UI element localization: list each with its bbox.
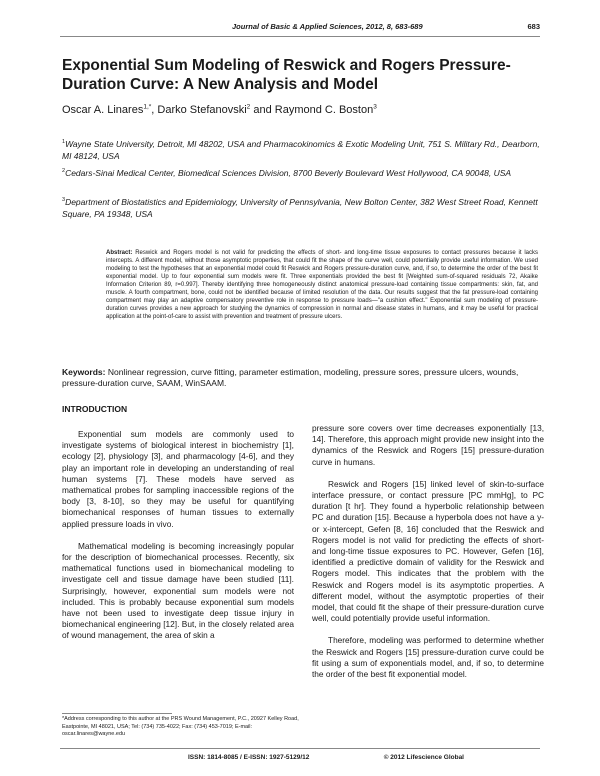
paper-title: Exponential Sum Modeling of Reswick and Rogers Pressure-Duration Curve: A New Analysis and Model [62, 57, 511, 93]
copyright-footer: © 2012 Lifescience Global [383, 754, 464, 761]
author-affiliation-mark: 1,* [143, 103, 152, 111]
affiliation-text: Cedars-Sinai Medical Center, Biomedical Sciences Division, 8700 Beverly Boulevard West Hollywood, CA 90048, USA [65, 168, 512, 178]
author-separator: and [250, 104, 275, 116]
author-list [62, 104, 542, 116]
journal-citation: Journal of Basic & Applied Sciences, 2012, 8, 683-689 [232, 22, 423, 31]
keywords [62, 367, 540, 389]
author-name: Oscar A. Linares [62, 104, 144, 116]
issn-footer: ISSN: 1814-8085 / E-ISSN: 1927-5129/12 [188, 754, 310, 761]
section-heading-introduction: INTRODUCTION [62, 404, 128, 414]
header-rule [60, 36, 540, 37]
abstract-label: Abstract: [106, 250, 133, 256]
author-name: Raymond C. Boston [274, 104, 374, 116]
body-paragraph: Reswick and Rogers [15] linked level of skin-to-surface interface pressure, or contact pressure [PC mmHg], to PC duration [t hr]. They found a hyperbolic relationship between PC and duration [15]. Because a hyperbola does not have a y- or x-intercept, Gefen [8, 16] concluded that the Reswick and Rogers model is not valid for predicting the effects of short- and long-time tissue exposures to PC. However, Gefen [16], identified a predictive domain of validity for the Reswick and Rogers model. This indicates that the problem with the Reswick and Rogers model is its asymptotic properties. A different model, without the asymptotic properties of their model, that could fit the shape of their pressure-duration curve well, could potentially provide useful information. [312, 478, 544, 624]
body-paragraph: Therefore, modeling was performed to determine whether the Reswick and Rogers [15] pressure-duration curve could be fit using a sum of exponentials model, and, if so, to determine the order of the best fit exponential model. [312, 635, 544, 680]
affiliation-text: Wayne State University, Detroit, MI 48202, USA and Pharmacokinomics & Exotic Modeling Unit, 751 S. Military Rd., Dearborn, MI 48124, USA [62, 139, 540, 161]
correspondence-footnote: *Address corresponding to this author at the PRS Wound Management, P.C., 20927 Kelley Road, Eastpointe, MI 48021, USA; Tel: (734) 735-4022; Fax: (734) 453-7019; E-mail: oscar.linares@wayne.edu [62, 716, 299, 737]
body-paragraph: pressure sore covers over time decreases exponentially [13, 14]. Therefore, this approach might provide new insight into the dynamics of the Reswick and Rogers [15] pressure-duration curve in humans. [312, 423, 544, 467]
footer-rule [60, 748, 540, 749]
page-number: 683 [527, 22, 540, 31]
keywords-label: Keywords: [62, 367, 106, 377]
author-affiliation-mark: 3 [373, 103, 377, 111]
affiliation [62, 139, 542, 162]
keywords-text: Nonlinear regression, curve fitting, parameter estimation, modeling, pressure sores, pressure ulcers, wounds, pressure-duration curve, SAAM, WinSAAM. [62, 367, 519, 388]
affiliation [62, 168, 542, 180]
affiliation-text: Department of Biostatistics and Epidemiology, University of Pennsylvania, New Bolton Center, 382 West Street Road, Kennett Square, PA 19348, USA [62, 197, 538, 219]
author-name: Darko Stefanovski [157, 104, 247, 116]
body-paragraph: Exponential sum models are commonly used to investigate systems of biological interest in biochemistry [1], ecology [2], physiology [3], and pharmacology [4-6], and they play an important role in developing an understanding of real human systems [7]. These models have served as mathematical probes for sampling inaccessible regions of the body [3, 8-10], so they may be useful for quantifying biomechanical responses of human tissues to externally applied pressure loads in vivo. [62, 429, 294, 529]
affiliation-mark: 3 [62, 197, 66, 204]
right-column [312, 423, 544, 691]
affiliation-mark: 2 [62, 168, 66, 175]
left-column [62, 429, 294, 653]
body-paragraph: Mathematical modeling is becoming increasingly popular for the description of biomechanical processes. Recently, six mathematical functions used in biomechanical modeling to investigate cell and tissue damage have been studied [11]. Surprisingly, however, exponential sum models were not included. This is probably because exponential sum models have not been used to investigate deep tissue injury in biomechanical engineering [12]. But, in the closely related area of wound management, the area of skin a [62, 540, 294, 641]
footnote-rule [62, 713, 172, 714]
running-header [62, 20, 540, 34]
affiliation-mark: 1 [62, 139, 66, 146]
abstract-text: Reswick and Rogers model is not valid for predicting the effects of short- and long-time tissue exposures to contact pressures because it lacks intercepts. A different model, without those asymptotic properties, that could fit the shape of the curve well, could potentially provide useful information. We used modeling to test the hypotheses that an exponential model could fit Reswick and Rogers pressure-duration curve, and, if so, to determine the order of the best fit exponential model. Up to four exponential sum models were fit. Three exponentials provided the best fit [Weighted sum-of-squared residuals 72, Akaike Information Criterion 89, r=0.997]. Thereby identifying three homogeneously distinct anatomical pressure-load containing tissue compartments: skin, fat, and muscle. A fourth compartment, bone, could not be identified because of limited resolution of the data. Our results suggest that the fat pressure-load containing compartment may play an adaptive compensatory preventive role in response to pressure loads—"a cushion effect." Exponential sum modeling of pressure-duration curves provides a new approach for studying the dynamics of compression in normal and disease states in humans, and it may be useful for practical application at the point-of-care to assist with prevention and treatment of pressure ulcers. [106, 250, 538, 320]
abstract [106, 249, 538, 321]
affiliation [62, 197, 542, 220]
author-affiliation-mark: 2 [246, 103, 251, 111]
author-separator: , [151, 104, 158, 116]
